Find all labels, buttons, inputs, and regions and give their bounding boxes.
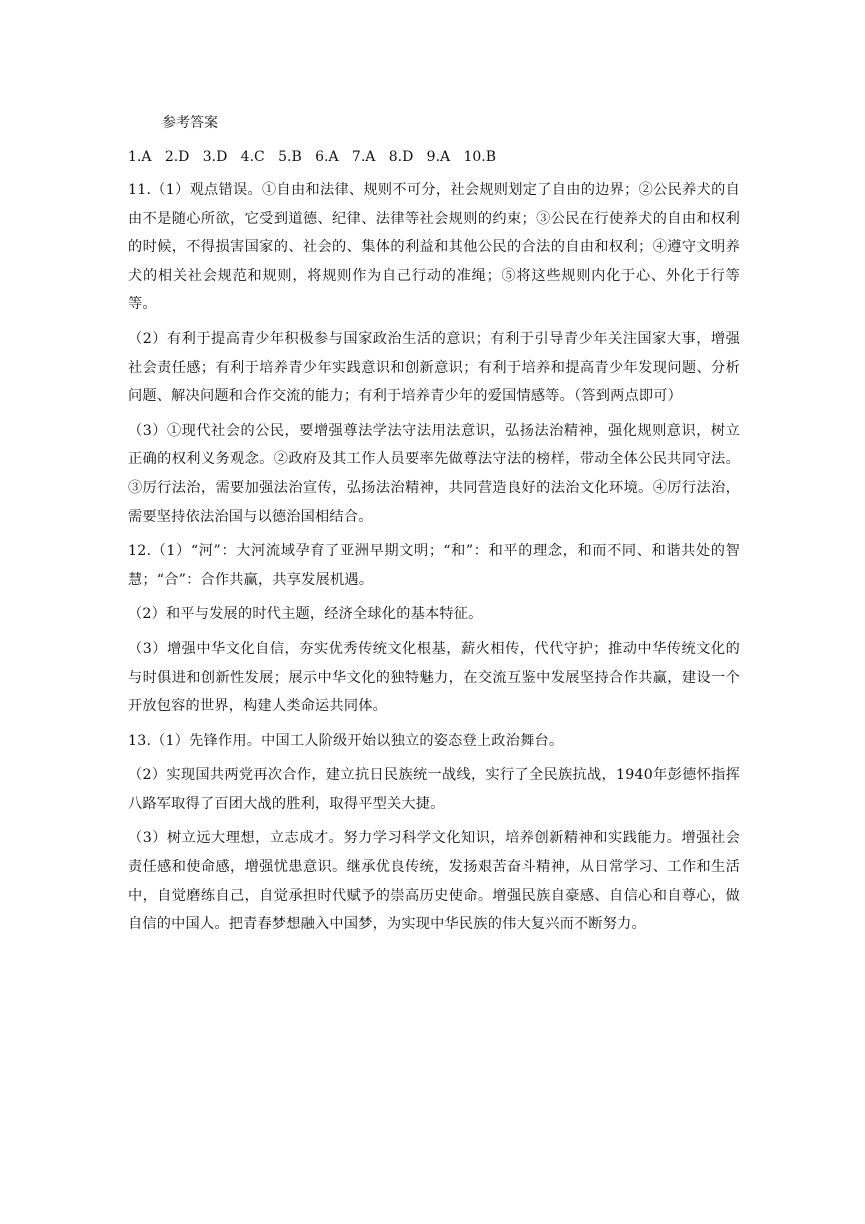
answer-12-part-1: 12.（1）“河”：大河流域孕育了亚洲早期文明；“和”：和平的理念，和而不同、和谐共处的智慧；“合”：合作共赢，共享发展机遇。 <box>128 543 740 588</box>
answer-13-part-2: （2）实现国共两党再次合作，建立抗日民族统一战线，实行了全民族抗战，1940年彭德怀指挥八路军取得了百团大战的胜利，取得平型关大捷。 <box>128 767 740 812</box>
answer-11-part-2: （2）有利于提高青少年积极参与国家政治生活的意识；有利于引导青少年关注国家大事，增强社会责任感；有利于培养青少年实践意识和创新意识；有利于培养和提高青少年发现问题、分析问题、解决问题和合作交流的能力；有利于培养青少年的爱国情感等。（答到两点即可） <box>128 330 740 405</box>
multiple-choice-answers: 1.A 2.D 3.D 4.C 5.B 6.A 7.A 8.D 9.A 10.B <box>128 149 497 165</box>
answer-11-part-3: （3）①现代社会的公民，要增强尊法学法守法用法意识，弘扬法治精神，强化规则意识，树立正确的权利义务观念。②政府及其工作人员要率先做尊法守法的榜样，带动全体公民共同守法。③厉行法治，需要加强法治宣传，弘扬法治精神，共同营造良好的法治文化环境。④厉行法治，需要坚持依法治国与以德治国相结合。 <box>128 422 740 525</box>
page-title: 参考答案 <box>162 115 218 131</box>
answer-12-part-2: （2）和平与发展的时代主题，经济全球化的基本特征。 <box>128 606 483 623</box>
answer-13-part-3: （3）树立远大理想，立志成才。努力学习科学文化知识，培养创新精神和实践能力。增强社会责任感和使命感，增强忧患意识。继承优良传统，发扬艰苦奋斗精神，从日常学习、工作和生活中，自觉磨练自己，自觉承担时代赋予的崇高历史使命。增强民族自豪感、自信心和自尊心，做自信的中国人。把青春梦想融入中国梦，为实现中华民族的伟大复兴而不断努力。 <box>128 830 740 933</box>
answer-12-part-3: （3）增强中华文化自信，夯实优秀传统文化根基，薪火相传，代代守护；推动中华传统文化的与时俱进和创新性发展；展示中华文化的独特魅力，在交流互鉴中发展坚持合作共赢，建设一个开放包容的世界，构建人类命运共同体。 <box>128 640 740 715</box>
answer-content <box>128 110 740 945</box>
answer-13-part-1: 13.（1）先锋作用。中国工人阶级开始以独立的姿态登上政治舞台。 <box>128 732 564 749</box>
answer-11-part-1: 11.（1）观点错误。①自由和法律、规则不可分，社会规则划定了自由的边界；②公民养犬的自由不是随心所欲，它受到道德、纪律、法律等社会规则的约束；③公民在行使养犬的自由和权利的时候，不得损害国家的、社会的、集体的利益和其他公民的合法的自由和权利；④遵守文明养犬的相关社会规范和规则，将规则作为自己行动的准绳；⑤将这些规则内化于心、外化于行等等。 <box>128 182 740 313</box>
